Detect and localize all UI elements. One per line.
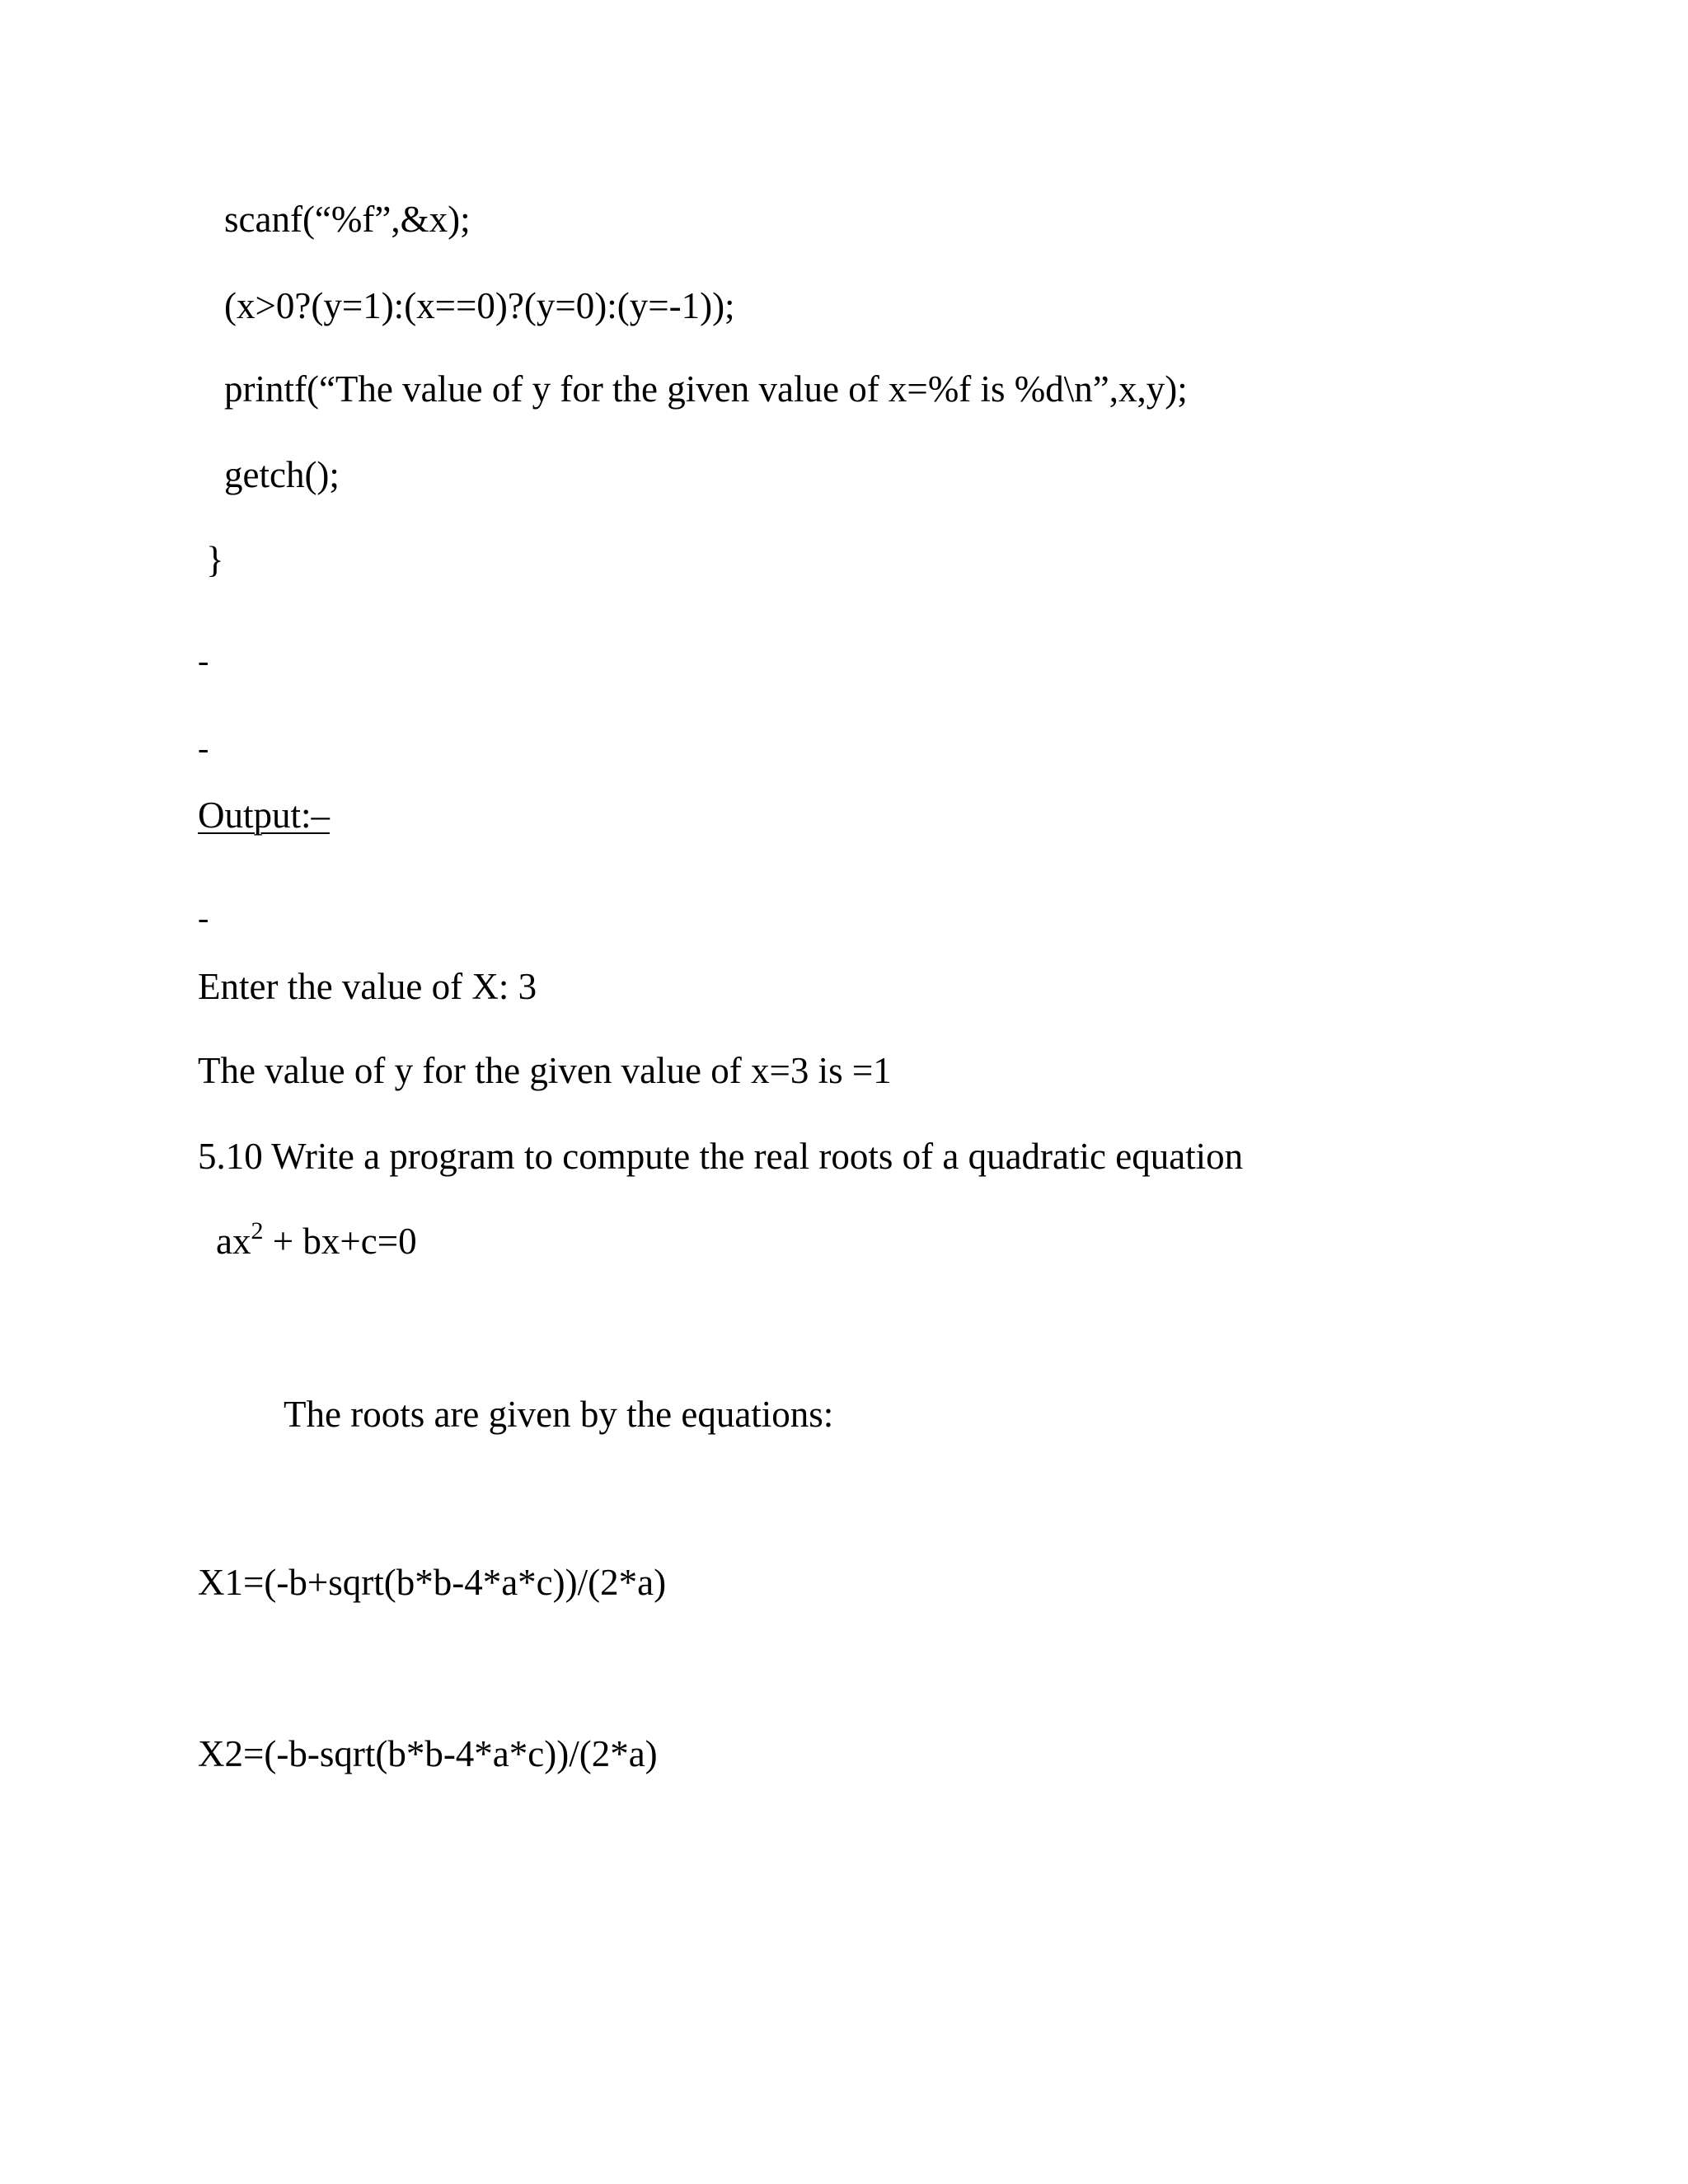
code-line-ternary: (x>0?(y=1):(x==0)?(y=0):(y=-1)); <box>224 285 735 326</box>
code-closing-brace: } <box>206 539 224 580</box>
code-line-scanf: scanf(“%f”,&x); <box>224 199 471 240</box>
separator-dash: - <box>198 899 209 936</box>
output-line-input: Enter the value of X: 3 <box>198 966 537 1007</box>
root-formula-x1: X1=(-b+sqrt(b*b-4*a*c))/(2*a) <box>198 1562 667 1603</box>
roots-intro: The roots are given by the equations: <box>284 1394 834 1435</box>
equation-suffix: + bx+c=0 <box>263 1221 417 1262</box>
equation-exponent: 2 <box>251 1217 264 1244</box>
code-line-printf: printf(“The value of y for the given value of x=%f is %d\n”,x,y); <box>224 368 1188 410</box>
root-formula-x2: X2=(-b-sqrt(b*b-4*a*c))/(2*a) <box>198 1733 658 1774</box>
code-line-getch: getch(); <box>224 454 340 495</box>
output-heading: Output:– <box>198 794 331 836</box>
equation-prefix: ax <box>216 1221 251 1262</box>
separator-dash: - <box>198 642 209 679</box>
quadratic-equation <box>216 1217 417 1262</box>
exercise-question: 5.10 Write a program to compute the real roots of a quadratic equation <box>198 1136 1244 1177</box>
separator-dash: - <box>198 729 209 766</box>
output-line-result: The value of y for the given value of x=3 is =1 <box>198 1050 892 1091</box>
